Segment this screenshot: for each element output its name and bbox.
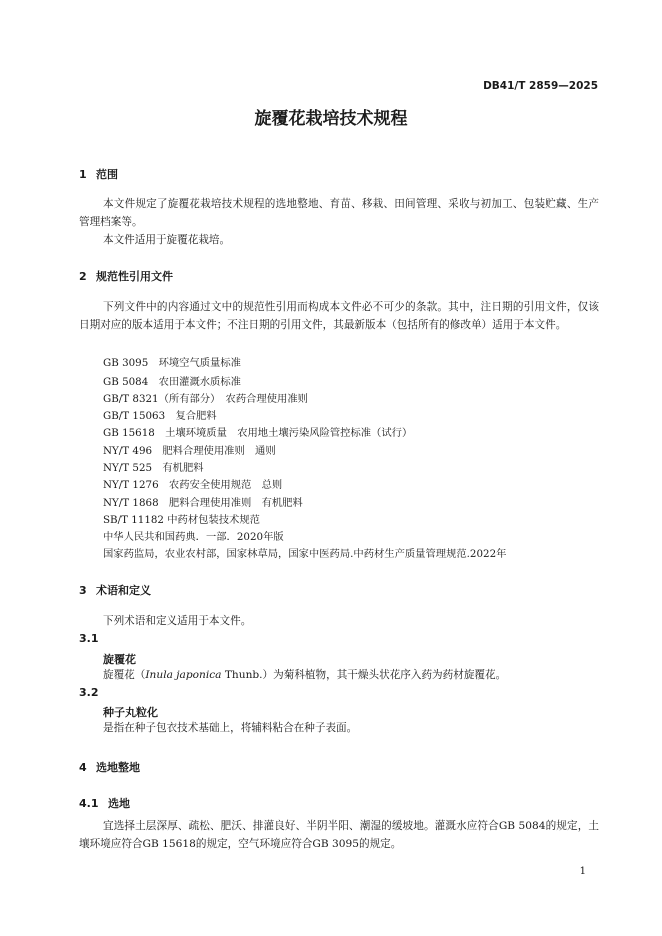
reference-item: NY/T 496 肥料合理使用准则 通则 bbox=[103, 445, 276, 457]
paragraph: 本文件规定了旋覆花栽培技术规程的选地整地、育苗、移栽、田间管理、采收与初加工、包装贮藏、生产管理档案等。 bbox=[79, 198, 599, 228]
page-number: 1 bbox=[579, 866, 586, 877]
subsection-number: 4.1 bbox=[79, 797, 99, 810]
section-title: 术语和定义 bbox=[96, 584, 151, 597]
paragraph: 下列文件中的内容通过文中的规范性引用而构成本文件必不可少的条款。其中，注日期的引用文件，仅该日期对应的版本适用于本文件；不注日期的引用文件，其最新版本（包括所有的修改单）适用于本文件。 bbox=[79, 301, 599, 331]
latin-name: Inula japonica bbox=[145, 669, 222, 681]
section-2-heading bbox=[79, 268, 173, 284]
reference-item: 国家药监局，农业农村部，国家林草局，国家中医药局.中药材生产质量管理规范.2022年 bbox=[103, 548, 507, 560]
definition-prefix: 旋覆花（ bbox=[103, 669, 146, 681]
section-title: 选地整地 bbox=[96, 761, 140, 774]
reference-item: SB/T 11182 中药材包装技术规范 bbox=[103, 514, 260, 526]
section-number: 4 bbox=[79, 761, 87, 774]
subsection-4-1-heading bbox=[79, 795, 130, 811]
section-title: 范围 bbox=[96, 168, 118, 181]
document-code: DB41/T 2859—2025 bbox=[483, 80, 598, 92]
term-title: 旋覆花 bbox=[103, 653, 136, 666]
paragraph: 宜选择土层深厚、疏松、肥沃、排灌良好、半阴半阳、潮湿的缓坡地。灌溉水应符合GB 5084的规定，土壤环境应符合GB 15618的规定，空气环境应符合GB 3095的规定。 bbox=[79, 820, 599, 850]
reference-item: 中华人民共和国药典．一部．2020年版 bbox=[103, 531, 284, 543]
reference-item: NY/T 1868 肥料合理使用准则 有机肥料 bbox=[103, 497, 303, 509]
section-4-heading bbox=[79, 759, 140, 775]
section-number: 3 bbox=[79, 584, 87, 597]
reference-item: GB 3095 环境空气质量标准 bbox=[103, 357, 241, 369]
term-number: 3.1 bbox=[79, 632, 99, 645]
term-definition bbox=[103, 667, 506, 684]
reference-item: GB 5084 农田灌溉水质标准 bbox=[103, 376, 241, 388]
section-number: 1 bbox=[79, 168, 87, 181]
reference-item: GB 15618 土壤环境质量 农用地土壤污染风险管控标准（试行） bbox=[103, 427, 413, 439]
section-number: 2 bbox=[79, 270, 87, 283]
paragraph: 下列术语和定义适用于本文件。 bbox=[103, 615, 252, 627]
term-title: 种子丸粒化 bbox=[103, 706, 158, 719]
paragraph: 本文件适用于旋覆花栽培。 bbox=[103, 234, 231, 246]
section-title: 规范性引用文件 bbox=[96, 270, 173, 283]
definition-suffix: Thunb.）为菊科植物，其干燥头状花序入药为药材旋覆花。 bbox=[221, 669, 507, 681]
section-3-heading bbox=[79, 582, 151, 598]
reference-item: NY/T 1276 农药安全使用规范 总则 bbox=[103, 479, 283, 491]
reference-item: GB/T 15063 复合肥料 bbox=[103, 410, 217, 422]
section-1-heading bbox=[79, 166, 118, 182]
term-definition: 是指在种子包衣技术基础上，将辅料粘合在种子表面。 bbox=[103, 722, 358, 734]
term-number: 3.2 bbox=[79, 686, 99, 699]
reference-item: GB/T 8321（所有部分） 农药合理使用准则 bbox=[103, 393, 308, 405]
document-title: 旋覆花栽培技术规程 bbox=[254, 109, 408, 129]
reference-item: NY/T 525 有机肥料 bbox=[103, 462, 204, 474]
subsection-title: 选地 bbox=[108, 797, 130, 810]
